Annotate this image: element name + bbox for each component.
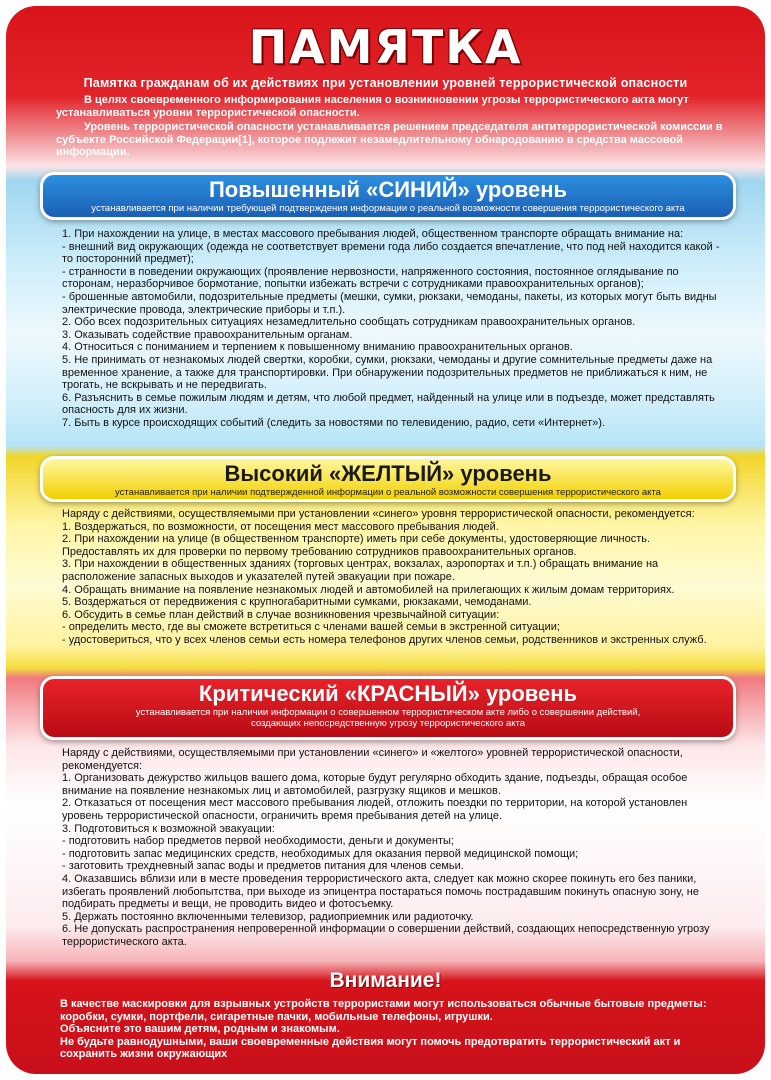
yellow-level-banner (40, 456, 736, 502)
instruction-line: - определить место, где вы сможете встретиться с членами вашей семьи в экстренной ситуации; (62, 621, 560, 634)
instruction-line: Наряду с действиями, осуществляемыми при установлении «синего» и «желтого» уровней террористической опасности, рекомендуется: (62, 747, 683, 772)
instruction-line: - странности в поведении окружающих (проявление нервозности, напряженного состояния, постоянное оглядывание по сторонам, неразборчивое бормотание, попытки избежать встречи с сотрудниками правоохранительных органов); (62, 265, 679, 291)
red-level-subtitle: создающих непосредственную угрозу террористического акта (250, 718, 526, 729)
instruction-line: - подготовить набор предметов первой необходимости, деньги и документы; (62, 835, 454, 848)
instruction-line: 2. Отказаться от посещения мест массового пребывания людей, отложить поездки по территории, на которой установлен уровень террористической опасности, ограничить время пребывания детей на улице. (62, 797, 688, 822)
instruction-line: 3. При нахождении в общественных зданиях (торговых центрах, вокзалах, аэропортах и т.п.) обращать внимание на расположение запасных выходов и указателей путей эвакуации при пожаре. (62, 558, 659, 583)
blue-level-banner (40, 172, 736, 220)
poster (6, 6, 765, 1074)
instruction-line: Наряду с действиями, осуществляемыми при установлении «синего» уровня террористической опасности, рекомендуется: (62, 508, 695, 520)
attention-text (60, 998, 730, 1061)
attention-line: В качестве маскировки для взрывных устройств террористами могут использоваться обычные бытовые предметы: коробки, сумки, портфели, сигаретные пачки, мобильные телефоны, игрушки. (60, 998, 707, 1023)
instruction-line: - брошенные автомобили, подозрительные предметы (мешки, сумки, рюкзаки, чемоданы, пакеты, из которых могут быть видны электрические провода, электрические приборы и т.п.). (62, 290, 717, 316)
instruction-line: 2. При нахождении на улице (в общественном транспорте) иметь при себе документы, удостоверяющие личность. Предоставлять их для проверки по первому требованию сотрудников правоохранительных органов. (62, 533, 651, 558)
attention-title: Внимание! (329, 969, 442, 992)
instruction-line: - внешний вид окружающих (одежда не соответствует времени года либо создается впечатление, что под ней находится какой - то посторонний предмет); (62, 240, 720, 266)
red-level-title: Критический «КРАСНЫЙ» уровень (198, 681, 578, 706)
instruction-line: 4. Обращать внимание на появление незнакомых людей и автомобилей на прилегающих к жилым домам территориях. (62, 583, 675, 596)
instruction-line: 1. Организовать дежурство жильцов вашего дома, которые будут регулярно обходить здание, подъезды, обращая особое внимание на появление незнакомых лиц и автомобилей, разгрузку ящиков и мешков. (62, 772, 688, 797)
blue-level-instructions (62, 228, 727, 430)
instruction-line: 5. Не принимать от незнакомых людей свертки, коробки, сумки, рюкзаки, чемоданы и другие сомнительные предметы даже на временное хранение, а также для транспортировки. При обнаружении подозрительных предметов не приближаться к ним, не трогать, не вскрывать и не передвигать. (62, 353, 713, 392)
instruction-line: 3. Оказывать содействие правоохранительным органам. (62, 328, 353, 341)
intro-paragraph: В целях своевременного информирования населения о возникновении угрозы террористического акта могут устанавливаться уровни террористической опасности. (56, 94, 689, 119)
blue-level-subtitle: устанавливается при наличии требующей подтверждения информации о реальной возможности совершения террористического акта (91, 203, 685, 214)
instruction-line: 6. Обсудить в семье план действий в случае возникновения чрезвычайной ситуации: (62, 608, 500, 621)
red-level-subtitle: устанавливается при наличии информации о совершенном террористическом акте либо о совершении действий, (135, 707, 641, 718)
instruction-line: - удостовериться, что у всех членов семьи есть номера телефонов других членов семьи, родственников и экстренных служб. (62, 633, 707, 646)
yellow-level-title: Высокий «ЖЕЛТЫЙ» уровень (224, 461, 552, 486)
instruction-line: - подготовить запас медицинских средств, необходимых для оказания первой медицинской помощи; (62, 847, 579, 860)
yellow-level-subtitle: устанавливается при наличии подтвержденной информации о реальной возможности совершения террористического акта (115, 487, 661, 498)
instruction-line: 5. Воздержаться от передвижения с крупногабаритными сумками, рюкзаками, чемоданами. (62, 596, 532, 609)
instruction-line: 6. Разъяснить в семье пожилым людям и детям, что любой предмет, найденный на улице или в подъезде, может представлять опасность для их жизни. (62, 391, 715, 417)
red-level-banner (40, 676, 736, 740)
red-level-instructions (62, 747, 727, 949)
instruction-line: 7. Быть в курсе происходящих событий (следить за новостями по телевидению, радио, сети «Интернет»). (62, 416, 605, 429)
intro-block (56, 94, 726, 161)
yellow-level-instructions (62, 508, 727, 647)
instruction-line: 4. Относиться с пониманием и терпением к повышенному вниманию правоохранительных органов. (62, 341, 573, 354)
page-title: ПАМЯТКА (248, 20, 523, 74)
attention-line: Объясните это вашим детям, родным и знакомым. (60, 1023, 340, 1036)
blue-level-title: Повышенный «СИНИЙ» уровень (208, 177, 568, 202)
instruction-line: 1. При нахождении на улице, в местах массового пребывания людей, общественном транспорте обращать внимание на: (62, 228, 684, 240)
instruction-line: 2. Обо всех подозрительных ситуациях незамедлительно сообщать сотрудникам правоохранительных органов. (62, 316, 636, 329)
instruction-line: 6. Не допускать распространения непроверенной информации о совершении действий, создающих непосредственную угрозу террористического акта. (62, 923, 710, 948)
instruction-line: - заготовить трехдневный запас воды и предметов питания для членов семьи. (62, 860, 464, 873)
instruction-line: 1. Воздержаться, по возможности, от посещения мест массового пребывания людей. (62, 520, 499, 533)
attention-line: Не будьте равнодушными, ваши своевременные действия могут помочь предотвратить террористический акт и сохранить жизни окружающих (60, 1035, 681, 1061)
instruction-line: 5. Держать постоянно включенными телевизор, радиоприемник или радиоточку. (62, 910, 474, 923)
instruction-line: 4. Оказавшись вблизи или в месте проведения террористического акта, следует как можно скорее покинуть его без паники, избегать проявлений любопытства, при выходе из эпицентра постараться помочь пострадавшим покинуть опасную зону, не подбирать предметы и вещи, не проводить видео и фотосъемку. (62, 872, 699, 911)
instruction-line: 3. Подготовиться к возможной эвакуации: (62, 822, 275, 835)
intro-paragraph: Уровень террористической опасности устанавливается решением председателя антитеррористической комиссии в субъекте Российской Федерации[1], которое подлежит незамедлительному обнародованию в средства массовой информации. (56, 121, 723, 158)
page-subtitle: Памятка гражданам об их действиях при установлении уровней террористической опасности (83, 76, 688, 90)
